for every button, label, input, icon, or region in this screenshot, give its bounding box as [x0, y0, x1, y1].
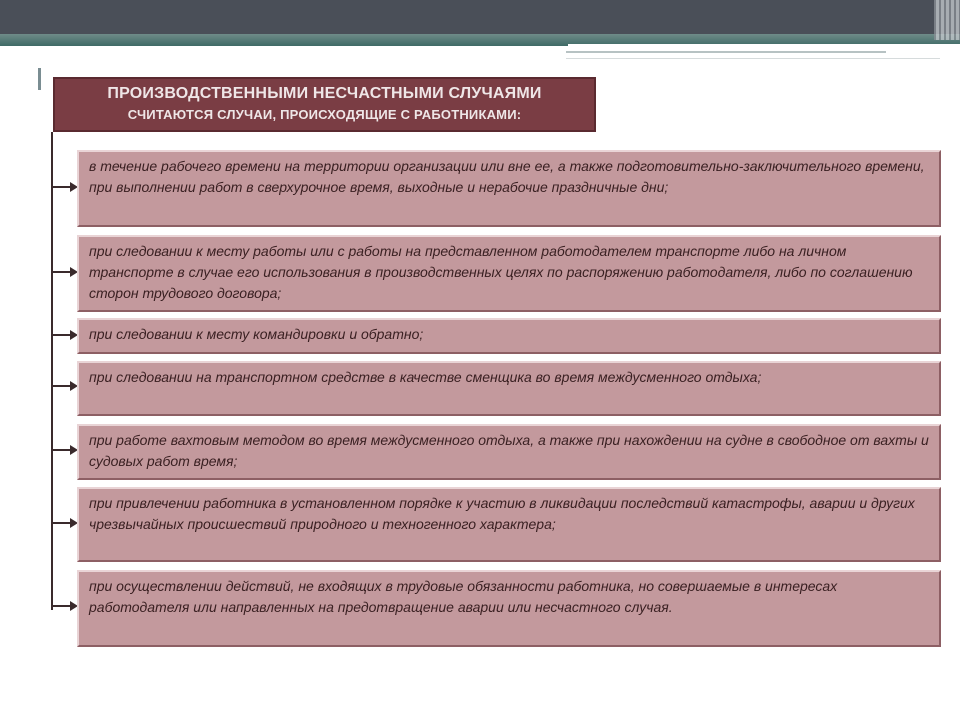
case-item-text: при осуществлении действий, не входящих в трудовые обязанности работника, но совершаемые в интересах работодателя или направленных на предотвращение аварии или несчастного случая.: [89, 578, 838, 615]
connector-arrow: [52, 271, 72, 273]
connector-arrow: [52, 334, 72, 336]
header-line-2: СЧИТАЮТСЯ СЛУЧАИ, ПРОИСХОДЯЩИЕ С РАБОТНИКАМИ:: [127, 107, 522, 122]
decor-line: [566, 51, 886, 53]
case-item: [77, 235, 941, 312]
case-item-text: при следовании к месту командировки и обратно;: [89, 326, 424, 342]
connector-arrow: [52, 186, 72, 188]
connector-arrow: [52, 522, 72, 524]
slide-top-bar: [0, 0, 960, 34]
case-item: [77, 424, 941, 480]
case-item-text: при привлечении работника в установленном порядке к участию в ликвидации последствий катастрофы, аварии и других чрезвычайных происшествий природного и техногенного характера;: [89, 495, 915, 532]
header-line-1: ПРОИЗВОДСТВЕННЫМИ НЕСЧАСТНЫМИ СЛУЧАЯМИ: [107, 85, 542, 102]
diagram-trunk-line: [51, 132, 53, 610]
diagram-header: [53, 77, 596, 132]
slide-header-tab: [568, 44, 960, 66]
case-item-text: в течение рабочего времени на территории организации или вне ее, а также подготовительно-заключительного времени, при выполнении работ в сверхурочное время, выходные и нерабочие праздничные дни;: [89, 158, 925, 195]
case-item: [77, 361, 941, 416]
case-item-text: при следовании на транспортном средстве в качестве сменщика во время междусменного отдыха;: [89, 369, 762, 385]
case-item-text: при следовании к месту работы или с работы на представленном работодателем транспорте либо на личном транспорте в случае его использования в производственных целях по распоряжению работодателя, либо по соглашению сторон трудового договора;: [89, 243, 913, 301]
decor-line: [566, 58, 940, 59]
corner-decoration: [934, 0, 960, 40]
case-item: [77, 570, 941, 647]
decor-edge: [38, 68, 41, 90]
connector-arrow: [52, 449, 72, 451]
case-item: [77, 318, 941, 354]
case-item: [77, 487, 941, 562]
case-item-text: при работе вахтовым методом во время междусменного отдыха, а также при нахождении на судне в свободное от вахты и судовых работ время;: [89, 432, 929, 469]
connector-arrow: [52, 605, 72, 607]
connector-arrow: [52, 385, 72, 387]
case-item: [77, 150, 941, 227]
